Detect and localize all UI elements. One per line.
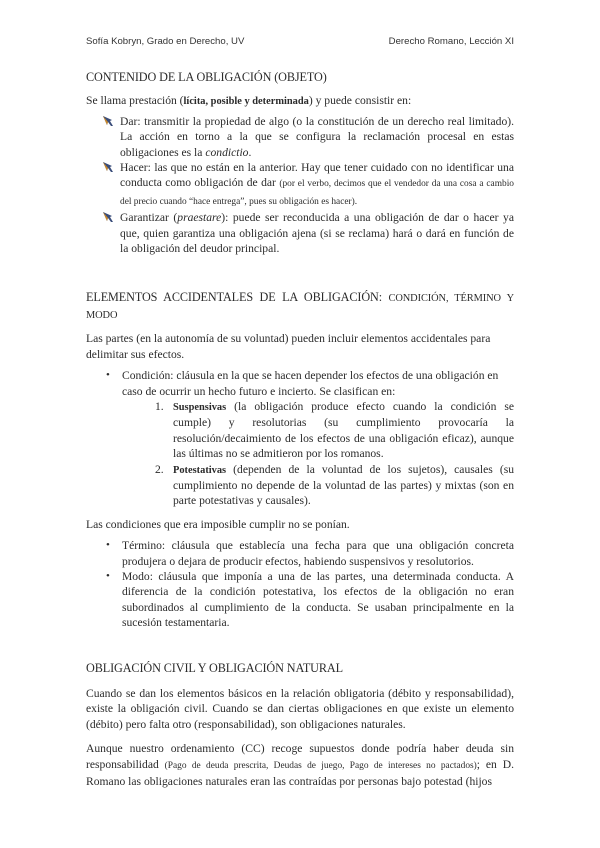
bullet-icon: • [106,539,110,552]
obligacion-civil-paragraph: Cuando se dan los elementos básicos en la relación obligatoria (débito y responsabilidad), existe la obligación civil. Cuando se dan ciertas obligaciones en que existe un elemento (débito) pero falta otro (responsabilidad), son obligaciones naturales. [86,687,514,731]
list-item-dar: Dar: transmitir la propiedad de algo (o la constitución de un derecho real limitado). La acción en torno a la que se configura la reclamación procesal en estas obligaciones es la condictio. [120,114,514,160]
list-item-condicion: • Condición: cláusula en la que se hacen depender los efectos de una obligación en caso de ocurrir un hecho futuro e incierto. Se clasifican en: [106,369,499,398]
obligacion-natural-paragraph: Aunque nuestro ordenamiento (CC) recoge supuestos donde podría haber deuda sin responsabilidad (Pago de deuda prescrita, Deudas de juego, Pago de intereses no pactados); en D. Romano las obligaciones naturales eran las contraídas por personas bajo potestad (hijos [86,742,514,789]
bullet-icon: • [106,569,110,582]
section-title-obligacion-civil: OBLIGACIÓN CIVIL Y OBLIGACIÓN NATURAL [86,660,343,675]
list-item-hacer: Hacer: las que no están en la anterior. Hay que tener cuidado con no identificar una conducta como obligación de dar (por el verbo, decimos que el vendedor da una cosa a cambio del precio cuando “hace entrega”, pues su obligación es hacer). [120,160,514,210]
list-item-modo: • Modo: cláusula que imponía a una de las partes, una determinada conducta. A diferencia de la condición potestativa, los efectos de la obligación no eran subordinados al cumplimiento de la conducta. Se usaban principalmente en la sucesión testamentaria. [106,569,514,630]
elementos-intro: Las partes (en la autonomía de su voluntad) pueden incluir elementos accidentales para delimitar sus efectos. [86,332,491,361]
page-header [86,36,514,52]
header-author: Sofía Kobryn, Grado en Derecho, UV [86,36,245,47]
arrow-bullet-icon [102,161,114,173]
list-item-suspensivas: 1. Suspensivas (la obligación produce efecto cuando la condición se cumple) y resolutorias (su cumplimiento provocaría la resolución/decaimiento de los efectos de una obligación eficaz), aunque las últimas no se admitieron por los romanos. [155,399,514,461]
bullet-icon: • [106,369,110,382]
arrow-bullet-icon [102,211,114,223]
condicion-classes-list [86,399,514,509]
section-title-elementos: ELEMENTOS ACCIDENTALES DE LA OBLIGACIÓN: CONDICIÓN, TÉRMINO Y MODO [86,290,514,321]
prestacion-qualifiers: lícita, posible y determinada [183,96,309,108]
arrow-bullet-icon [102,115,114,127]
list-item-potestativas: 2. Potestativas (dependen de la voluntad de los sujetos), causales (su cumplimiento no depende de la voluntad de las partes) y mixtas (son en parte potestativas y causales). [155,462,514,508]
list-item-termino: • Término: cláusula que establecía una fecha para que una obligación concreta produjera o dejara de producir efectos, habiendo suspensivos y resolutorios. [106,539,514,568]
prestacion-intro: Se llama prestación (lícita, posible y determinada) y puede consistir en: [86,94,412,108]
elementos-list [86,368,514,399]
section-title-contenido: CONTENIDO DE LA OBLIGACIÓN (OBJETO) [86,70,327,84]
list-item-garantizar: Garantizar (praestare): puede ser reconducida a una obligación de dar o hacer ya que, quien garantiza una obligación ajena (si se reclama) hará o dará en función de la obligación del deudor principal. [120,210,514,256]
termino-modo-list [86,538,514,630]
condiciones-imposibles: Las condiciones que era imposible cumplir no se ponían. [86,517,350,531]
header-course: Derecho Romano, Lección XI [388,36,514,47]
prestacion-types-list [86,114,514,257]
document-body [86,70,514,789]
